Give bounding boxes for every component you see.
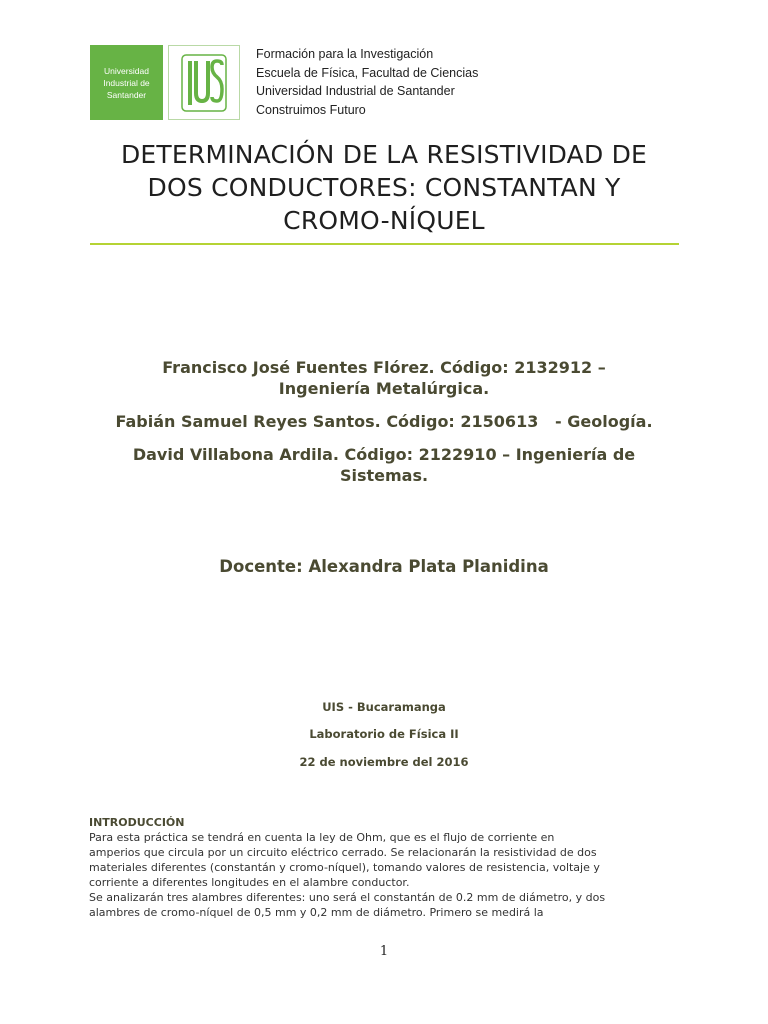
- institution-city: UIS - Bucaramanga: [322, 700, 446, 714]
- author-entry: [80, 357, 688, 399]
- intro-line: materiales diferentes (constantán y cromo-níquel), tomando valores de resistencia, voltaje y: [89, 861, 600, 874]
- intro-line: Para esta práctica se tendrá en cuenta la ley de Ohm, que es el flujo de corriente en: [89, 831, 555, 844]
- intro-line: corriente a diferentes longitudes en el alambre conductor.: [89, 876, 410, 889]
- title-divider: [90, 243, 679, 245]
- document-title: [60, 138, 708, 237]
- logo-text-line: Santander: [106, 89, 147, 100]
- intro-heading: INTRODUCCIÓN: [89, 816, 185, 829]
- authors-block: [80, 357, 688, 498]
- intro-line: alambres de cromo-níquel de 0,5 mm y 0,2 mm de diámetro. Primero se medirá la: [89, 906, 544, 919]
- title-line: CROMO-NÍQUEL: [283, 206, 485, 235]
- logo-text-line: Industrial de: [103, 77, 150, 88]
- header-line: Escuela de Física, Facultad de Ciencias: [256, 65, 479, 80]
- author-line: Ingeniería Metalúrgica.: [278, 379, 490, 398]
- header-line: Construimos Futuro: [256, 102, 366, 117]
- header-line: Formación para la Investigación: [256, 47, 434, 61]
- logo-text-line: Universidad: [104, 65, 149, 76]
- page-number: 1: [379, 944, 389, 959]
- submission-date: 22 de noviembre del 2016: [299, 755, 469, 769]
- intro-line: amperios que circula por un circuito eléctrico cerrado. Se relacionarán la resistividad de dos: [89, 846, 597, 859]
- author-line: Francisco José Fuentes Flórez. Código: 2132912 –: [162, 358, 606, 377]
- uis-emblem: [168, 45, 240, 120]
- uis-logo-icon: [180, 53, 228, 113]
- author-line: David Villabona Ardila. Código: 2122910 – Ingeniería de: [132, 445, 636, 464]
- author-line: Fabián Samuel Reyes Santos. Código: 2150613 - Geología.: [115, 412, 653, 431]
- intro-line: Se analizarán tres alambres diferentes: uno será el constantán de 0.2 mm de diámetro, y dos: [89, 891, 606, 904]
- university-logo: [90, 45, 163, 120]
- title-line: DOS CONDUCTORES: CONSTANTAN Y: [147, 173, 621, 202]
- author-line: Sistemas.: [339, 466, 429, 485]
- header-institution-text: [256, 45, 478, 119]
- header-line: Universidad Industrial de Santander: [256, 84, 455, 98]
- title-line: DETERMINACIÓN DE LA RESISTIVIDAD DE: [120, 140, 648, 169]
- course-name: Laboratorio de Física II: [309, 727, 459, 741]
- author-entry: [80, 444, 688, 486]
- instructor-name: Docente: Alexandra Plata Planidina: [219, 557, 549, 576]
- intro-paragraph: [89, 830, 689, 920]
- author-entry: [80, 411, 688, 432]
